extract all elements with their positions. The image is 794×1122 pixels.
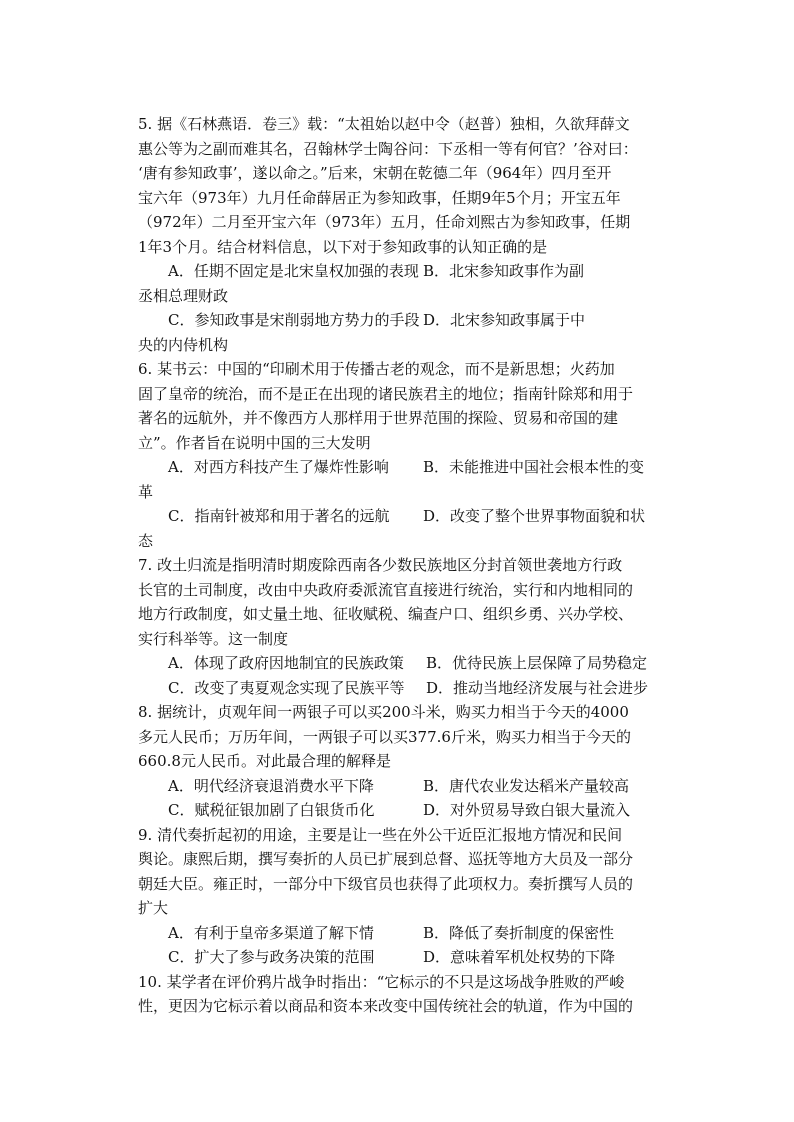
question-9-line-4: 扩大	[138, 899, 169, 917]
question-9-options-row-2	[138, 945, 658, 970]
question-6-options-row-1	[138, 455, 658, 480]
question-5-line-6: 1年3个月。结合材料信息，以下对于参知政事的认知正确的是	[138, 237, 548, 256]
question-9-option-b: B．降低了奏折制度的保密性	[423, 923, 615, 942]
question-7-line-4: 实行科举等。这一制度	[138, 629, 289, 648]
question-6	[138, 357, 658, 553]
question-7-option-d: D．推动当地经济发展与社会进步	[426, 678, 649, 697]
question-5-option-d-cont: 央的内侍机构	[138, 335, 229, 354]
question-8-options-row-2	[138, 798, 658, 823]
question-6-option-c: C．指南针被郑和用于著名的远航	[168, 507, 390, 525]
question-8-line-3: 660.8元人民币。对此最合理的解释是	[138, 752, 391, 770]
question-7-options-row-2	[138, 676, 658, 701]
question-8-option-a: A．明代经济衰退消费水平下降	[168, 776, 374, 795]
question-5-option-d: D．北宋参知政事属于中	[423, 311, 586, 329]
question-10	[138, 970, 658, 1019]
question-6-options-row-2	[138, 504, 658, 529]
question-5-options-row-2	[138, 308, 658, 333]
question-5-line-4: 宝六年（973年）九月任命薛居正为参知政事，任期9年5个月；开宝五年	[138, 188, 621, 207]
question-8	[138, 700, 658, 823]
question-7-options-row-1	[138, 651, 658, 676]
question-8-option-d: D．对外贸易导致白银大量流入	[423, 801, 631, 819]
question-7-option-b: B．优待民族上层保障了局势稳定	[426, 654, 648, 672]
question-5-line-2: 惠公等为之副而难其名，召翰林学士陶谷问：下丞相一等有何官？’谷对曰：	[138, 139, 638, 158]
question-6-line-1: 6. 某书云：中国的“印刷术用于传播古老的观念，而不是新思想；火药加	[138, 360, 615, 378]
question-8-option-c: C．赋税征银加剧了白银货币化	[168, 801, 375, 819]
question-6-option-d-cont: 态	[138, 531, 154, 550]
question-7-option-c: C．改变了夷夏观念实现了民族平等	[168, 678, 405, 697]
question-6-option-b: B．未能推进中国社会根本性的变	[423, 458, 645, 476]
question-5-option-b: B．北宋参知政事作为副	[423, 262, 585, 280]
question-9-line-1: 9. 清代奏折起初的用途，主要是让一些在外公干近臣汇报地方情况和民间	[138, 825, 623, 844]
question-5-line-1: 5. 据《石林燕语．卷三》载：“太祖始以赵中令（赵普）独相，久欲拜薛文	[138, 115, 630, 133]
question-6-line-4: 立”。作者旨在说明中国的三大发明	[138, 433, 371, 452]
question-7-line-3: 地方行政制度，如丈量土地、征收赋税、编查户口、组织乡勇、兴办学校、	[138, 605, 634, 623]
question-6-line-3: 著名的远航外，并不像西方人那样用于世界范围的探险、贸易和帝国的建	[138, 409, 619, 427]
question-9-line-2: 舆论。康熙后期，撰写奏折的人员已扩展到总督、巡抚等地方大员及一部分	[138, 850, 634, 868]
question-9-options-row-1	[138, 921, 658, 946]
question-5-option-c: C．参知政事是宋削弱地方势力的手段	[168, 311, 420, 329]
question-9-line-3: 朝廷大臣。雍正时，一部分中下级官员也获得了此项权力。奏折撰写人员的	[138, 874, 634, 893]
question-5	[138, 112, 658, 357]
question-7-option-a: A．体现了政府因地制宜的民族政策	[168, 654, 404, 672]
question-6-option-a: A．对西方科技产生了爆炸性影响	[168, 458, 389, 476]
question-7	[138, 553, 658, 700]
question-5-line-5: （972年）二月至开宝六年（973年）五月，任命刘熙古为参知政事，任期	[138, 213, 631, 231]
question-10-line-2: 性，更因为它标示着以商品和资本来改变中国传统社会的轨道，作为中国的	[138, 997, 634, 1015]
question-9-option-c: C．扩大了参与政务决策的范围	[168, 948, 375, 966]
question-9-option-a: A．有利于皇帝多渠道了解下情	[168, 923, 374, 942]
question-6-option-d: D．改变了整个世界事物面貌和状	[423, 507, 646, 525]
exam-page	[138, 112, 658, 1019]
question-7-line-2: 长官的土司制度，改由中央政府委派流官直接进行统治，实行和内地相同的	[138, 580, 634, 599]
question-9	[138, 823, 658, 970]
question-8-line-1: 8. 据统计，贞观年间一两银子可以买200斗米，购买力相当于今天的4000	[138, 703, 629, 721]
question-5-option-b-cont: 丞相总理财政	[138, 286, 229, 305]
question-6-line-2: 固了皇帝的统治，而不是正在出现的诸民族君主的地位；指南针除郑和用于	[138, 384, 634, 403]
question-8-option-b: B．唐代农业发达稻米产量较高	[423, 776, 630, 795]
question-8-options-row-1	[138, 774, 658, 799]
question-6-option-b-cont: 革	[138, 482, 154, 501]
question-7-line-1: 7. 改土归流是指明清时期废除西南各少数民族地区分封首领世袭地方行政	[138, 556, 623, 574]
question-9-option-d: D．意味着军机处权势的下降	[423, 948, 616, 966]
question-8-line-2: 多元人民币；万历年间，一两银子可以买377.6斤米，购买力相当于今天的	[138, 727, 631, 746]
question-5-option-a: A．任期不固定是北宋皇权加强的表现	[168, 262, 419, 280]
question-5-line-3: ‘唐有参知政事’，遂以命之。”后来，宋朝在乾德二年（964年）四月至开	[138, 164, 612, 182]
question-10-line-1: 10. 某学者在评价鸦片战争时指出：“它标示的不只是这场战争胜败的严峻	[138, 972, 625, 991]
question-5-options-row-1	[138, 259, 658, 284]
